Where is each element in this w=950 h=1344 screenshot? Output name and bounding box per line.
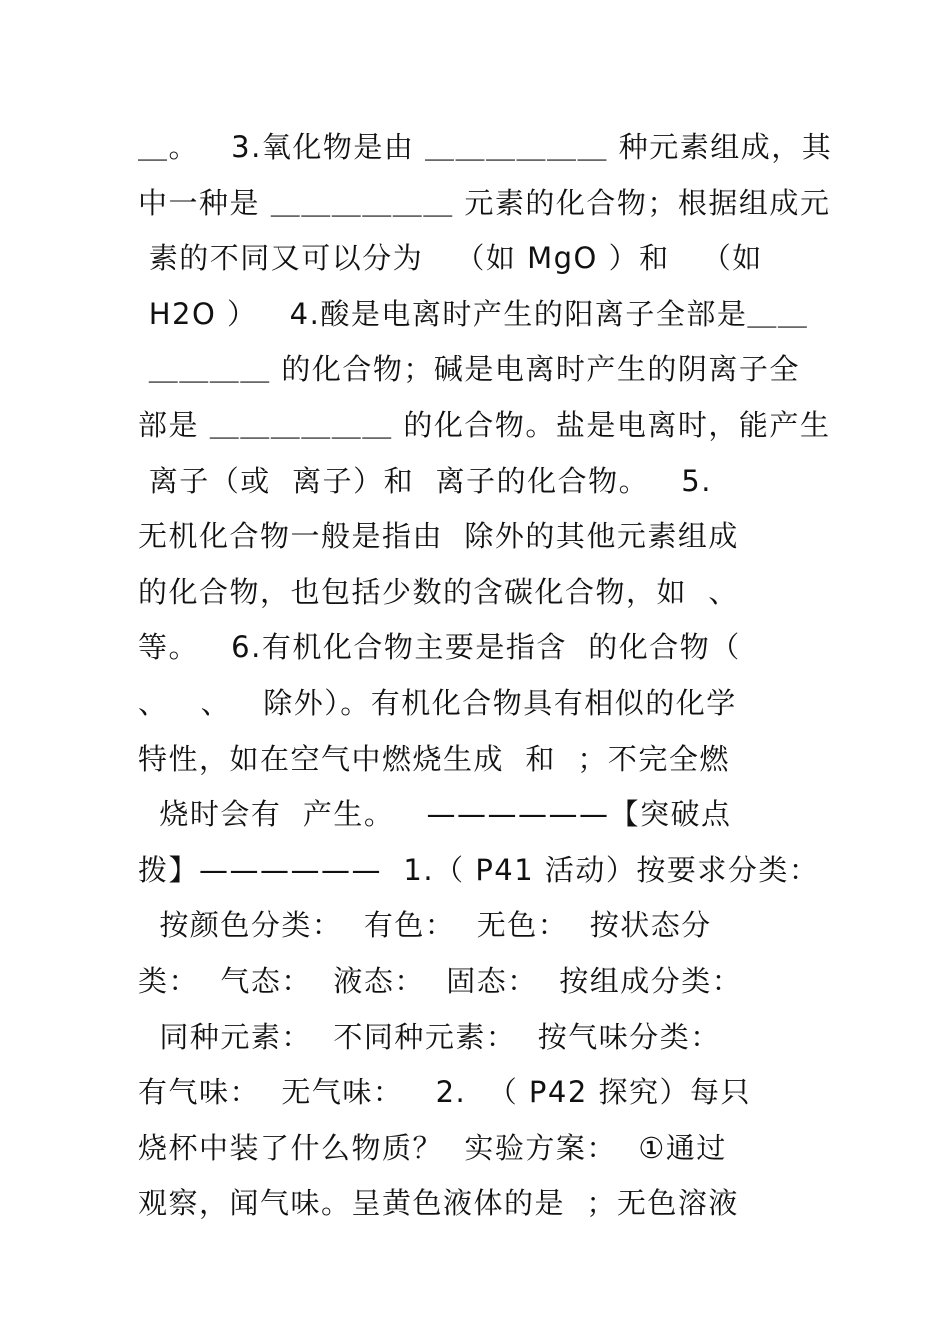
text-line-19: 烧杯中装了什么物质？ 实验方案： ①通过 <box>138 1130 727 1165</box>
document-body <box>138 120 838 1232</box>
text-line-2: 中一种是 ＿＿＿＿＿＿ 元素的化合物；根据组成元 <box>138 185 831 220</box>
text-line-15: 按颜色分类： 有色： 无色： 按状态分 <box>138 908 712 943</box>
text-line-18: 有气味： 无气味： 2. （ P42 探究）每只 <box>138 1075 752 1110</box>
text-line-9: 的化合物，也包括少数的含碳化合物，如 、 <box>138 574 739 609</box>
text-line-14: 拨】—————— 1.（ P41 活动）按要求分类： <box>138 852 820 887</box>
text-line-12: 特性，如在空气中燃烧生成 和 ；不完全燃 <box>138 741 730 776</box>
text-line-13: 烧时会有 产生。 ——————【突破点 <box>138 797 732 832</box>
text-line-1: ＿。 3.氧化物是由 ＿＿＿＿＿＿ 种元素组成，其 <box>138 130 833 164</box>
text-line-3: 素的不同又可以分为 （如 MgO ）和 （如 <box>138 241 763 276</box>
text-line-17: 同种元素： 不同种元素： 按气味分类： <box>138 1019 721 1054</box>
text-line-6: 部是 ＿＿＿＿＿＿ 的化合物。盐是电离时，能产生 <box>138 407 831 442</box>
text-line-16: 类： 气态： 液态： 固态： 按组成分类： <box>138 963 743 998</box>
text-line-8: 无机化合物一般是指由 除外的其他元素组成 <box>138 519 739 554</box>
text-line-20: 观察，闻气味。呈黄色液体的是 ；无色溶液 <box>138 1186 739 1221</box>
text-line-7: 离子（或 离子）和 离子的化合物。 5. <box>138 463 712 498</box>
text-line-5: ＿＿＿＿ 的化合物；碱是电离时产生的阴离子全 <box>138 352 800 387</box>
text-line-4: H2O ） 4.酸是电离时产生的阳离子全部是＿＿ <box>138 296 809 331</box>
text-line-11: 、 、 除外）。有机化合物具有相似的化学 <box>138 685 737 720</box>
text-line-10: 等。 6.有机化合物主要是指含 的化合物（ <box>138 630 741 665</box>
